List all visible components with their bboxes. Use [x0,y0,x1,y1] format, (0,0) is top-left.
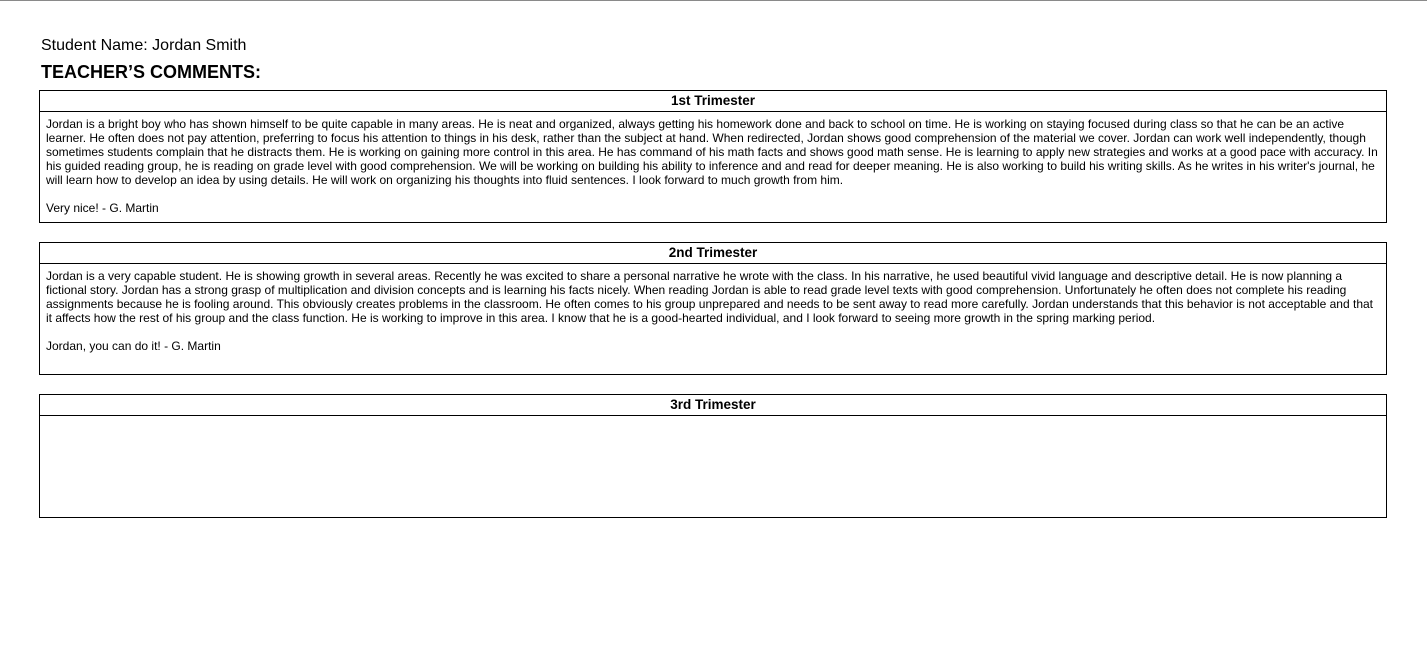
trimester-2-comment: Jordan is a very capable student. He is showing growth in several areas. Recently he was excited to share a personal narrative he wrote with the class. In his narrative, he used beautiful vivid language and descriptive detail. He is now planning a fictional story. Jordan has a strong grasp of multiplication and division concepts and is learning his facts nicely. When reading Jordan is able to read grade level texts with good comprehension. Unfortunately he often does not complete his reading assignments because he is fooling around. This obviously creates problems in the classroom. He often comes to his group unprepared and needs to be sent away to read more carefully. Jordan understands that this behavior is not acceptable and that it affects how the rest of his group and the class function. He is working to improve in this area. I know that he is a good-hearted individual, and I look forward to seeing more growth in the spring marking period. [46,269,1373,325]
top-divider [0,0,1427,1]
trimester-3-header: 3rd Trimester [40,395,1386,416]
trimester-2-section [39,242,1387,375]
trimester-1-comment-area [40,112,1386,221]
trimester-3-section [39,394,1387,518]
trimester-2-signature: Jordan, you can do it! - G. Martin [46,339,221,353]
trimester-1-signature: Very nice! - G. Martin [46,201,159,215]
trimester-1-comment: Jordan is a bright boy who has shown himself to be quite capable in many areas. He is neat and organized, always getting his homework done and back to school on time. He is working on staying focused during class so that he can be an active learner. He often does not pay attention, preferring to focus his attention to things in his desk, rather than the subject at hand. When redirected, Jordan shows good comprehension of the material we cover. Jordan can work well independently, though sometimes students complain that he distracts them. He is working on gaining more control in this area. He has command of his math facts and shows good math sense. He is learning to apply new strategies and works at a good pace with accuracy. In his guided reading group, he is reading on grade level with good comprehension. We will be working on building his ability to inference and and read for deeper meaning. He is also working to build his writing skills. As he writes in his writer's journal, he will learn how to develop an idea by using details. He will work on organizing his thoughts into fluid sentences. I look forward to much growth from him. [46,117,1378,187]
student-name: Student Name: Jordan Smith [41,37,247,54]
trimester-1-section [39,90,1387,223]
trimester-1-header: 1st Trimester [40,91,1386,112]
trimester-3-comment-area [40,416,1386,427]
trimester-2-header: 2nd Trimester [40,243,1386,264]
comments-heading: TEACHER’S COMMENTS: [41,62,261,82]
trimester-2-comment-area [40,264,1386,359]
